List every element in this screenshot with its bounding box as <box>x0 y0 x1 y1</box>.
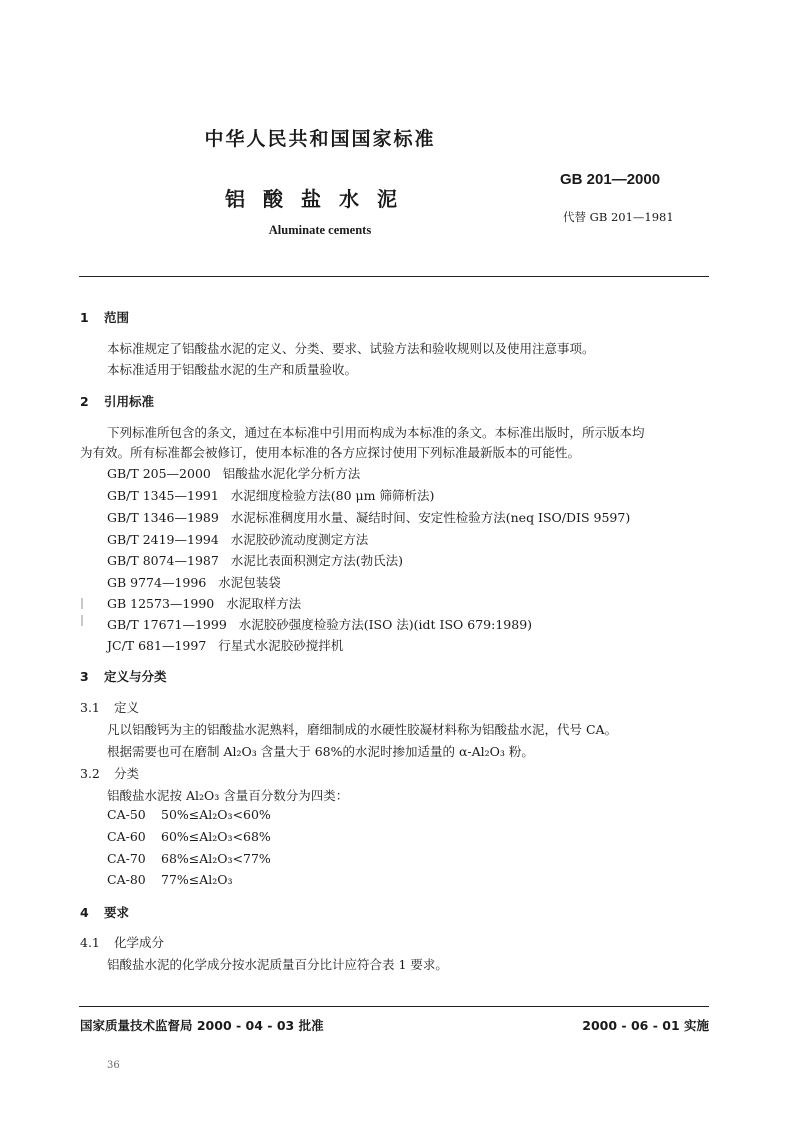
approval-note: 国家质量技术监督局 2000 - 04 - 03 批准 <box>80 1018 324 1033</box>
footer-rule <box>79 1006 709 1007</box>
section-title: 引用标准 <box>104 394 155 409</box>
paragraph: 铝酸盐水泥的化学成分按水泥质量百分比计应符合表 1 要求。 <box>107 957 448 972</box>
class-code: CA-60 <box>107 829 146 844</box>
reference-code: GB/T 8074—1987 <box>107 553 219 568</box>
section-title: 范围 <box>104 310 130 325</box>
subsection-3-2-heading <box>80 764 139 782</box>
reference-code: GB/T 1346—1989 <box>107 510 219 525</box>
paragraph: 本标准规定了铝酸盐水泥的定义、分类、要求、试验方法和验收规则以及使用注意事项。 <box>107 341 595 356</box>
class-range: 77%≤Al₂O₃ <box>161 872 233 887</box>
subsection-title: 化学成分 <box>114 935 165 950</box>
class-item <box>107 851 271 866</box>
reference-title: 水泥胶砂流动度测定方法 <box>230 532 369 547</box>
reference-code: JC/T 681—1997 <box>107 638 207 653</box>
implementation-date: 2000 - 06 - 01 实施 <box>582 1018 709 1033</box>
subsection-4-1-heading <box>80 933 164 951</box>
document-title: 铝酸盐水泥 <box>225 187 415 211</box>
section-2-heading <box>80 392 154 410</box>
national-standard-heading: 中华人民共和国国家标准 <box>204 128 436 150</box>
reference-item <box>107 594 301 612</box>
reference-title: 水泥标准稠度用水量、凝结时间、安定性检验方法(neq ISO/DIS 9597) <box>230 510 631 525</box>
subsection-number: 4.1 <box>80 935 100 950</box>
subsection-3-1-heading <box>80 698 139 716</box>
reference-item <box>107 551 403 569</box>
reference-title: 水泥细度检验方法(80 μm 筛筛析法) <box>230 488 435 503</box>
reference-code: GB/T 205—2000 <box>107 466 211 481</box>
class-item <box>107 829 271 844</box>
reference-code: GB/T 2419—1994 <box>107 532 219 547</box>
subsection-number: 3.2 <box>80 766 100 781</box>
scan-mark <box>81 615 83 626</box>
reference-item <box>107 464 360 482</box>
reference-item <box>107 615 532 633</box>
reference-code: GB 9774—1996 <box>107 575 207 590</box>
reference-item <box>107 530 368 548</box>
paragraph: 为有效。所有标准都会被修订，使用本标准的各方应探讨使用下列标准最新版本的可能性。 <box>80 445 581 460</box>
reference-code: GB/T 1345—1991 <box>107 488 219 503</box>
class-code: CA-50 <box>107 807 146 822</box>
subsection-number: 3.1 <box>80 700 100 715</box>
section-title: 要求 <box>104 905 130 920</box>
section-number: 4 <box>80 905 89 920</box>
header-rule <box>79 276 709 277</box>
reference-title: 行星式水泥胶砂搅拌机 <box>218 638 344 653</box>
section-3-heading <box>80 667 167 685</box>
replaces-note: 代替 GB 201—1981 <box>563 210 674 224</box>
reference-title: 水泥包装袋 <box>218 575 281 590</box>
subsection-title: 定义 <box>114 700 140 715</box>
reference-item <box>107 573 281 591</box>
section-number: 2 <box>80 394 89 409</box>
section-1-heading <box>80 308 129 326</box>
class-range: 50%≤Al₂O₃<60% <box>161 807 271 822</box>
reference-item <box>107 508 630 526</box>
class-range: 60%≤Al₂O₃<68% <box>161 829 271 844</box>
class-range: 68%≤Al₂O₃<77% <box>161 851 271 866</box>
standard-number: GB 201—2000 <box>560 171 661 188</box>
document-title-english: Aluminate cements <box>268 223 372 237</box>
reference-title: 水泥胶砂强度检验方法(ISO 法)(idt ISO 679:1989) <box>238 617 533 632</box>
reference-item <box>107 636 343 654</box>
paragraph: 下列标准所包含的条文，通过在本标准中引用而构成为本标准的条文。本标准出版时，所示版本均 <box>107 425 645 440</box>
subsection-title: 分类 <box>114 766 140 781</box>
class-item <box>107 807 271 822</box>
reference-item <box>107 486 434 504</box>
scan-mark <box>81 598 83 609</box>
reference-title: 水泥取样方法 <box>226 596 302 611</box>
page-number: 36 <box>107 1060 120 1071</box>
reference-code: GB/T 17671—1999 <box>107 617 227 632</box>
paragraph: 凡以铝酸钙为主的铝酸盐水泥熟料，磨细制成的水硬性胶凝材料称为铝酸盐水泥，代号 CA。 <box>107 722 618 737</box>
section-number: 1 <box>80 310 89 325</box>
section-number: 3 <box>80 669 89 684</box>
reference-title: 铝酸盐水泥化学分析方法 <box>222 466 361 481</box>
paragraph: 铝酸盐水泥按 Al₂O₃ 含量百分数分为四类： <box>107 788 349 803</box>
section-title: 定义与分类 <box>104 669 167 684</box>
class-code: CA-80 <box>107 872 146 887</box>
reference-code: GB 12573—1990 <box>107 596 215 611</box>
class-code: CA-70 <box>107 851 146 866</box>
reference-title: 水泥比表面积测定方法(勃氏法) <box>230 553 404 568</box>
paragraph: 根据需要也可在磨制 Al₂O₃ 含量大于 68%的水泥时掺加适量的 α-Al₂O₃ 粉。 <box>107 744 534 759</box>
section-4-heading <box>80 903 129 921</box>
class-item <box>107 872 233 887</box>
paragraph: 本标准适用于铝酸盐水泥的生产和质量验收。 <box>107 362 358 377</box>
